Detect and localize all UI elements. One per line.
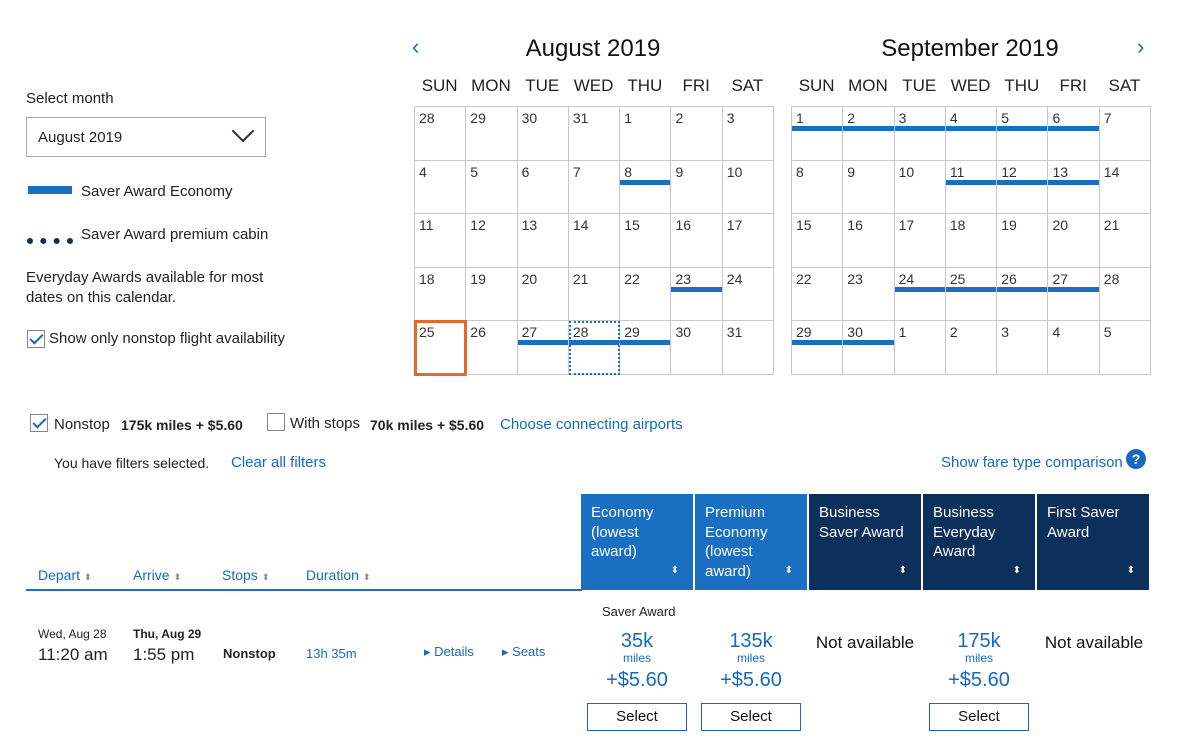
calendar-day[interactable] xyxy=(1100,268,1151,322)
calendar-day[interactable] xyxy=(569,214,620,268)
calendar-day[interactable] xyxy=(466,161,517,215)
day-number: 9 xyxy=(847,163,856,180)
calendar-day[interactable] xyxy=(723,268,774,322)
calendar-day[interactable] xyxy=(946,321,997,375)
triangle-right-icon: ▸ xyxy=(424,644,431,659)
day-number: 7 xyxy=(1103,110,1112,126)
weekday-label: SUN xyxy=(798,76,835,95)
day-number: 3 xyxy=(726,110,735,126)
day-number: 2 xyxy=(675,110,684,126)
nonstop-filter-checkbox[interactable] xyxy=(30,414,48,432)
saver-economy-bar xyxy=(569,340,619,345)
day-number: 3 xyxy=(1001,324,1009,340)
saver-economy-bar xyxy=(620,340,670,345)
calendar-day[interactable] xyxy=(895,107,946,161)
day-number: 12 xyxy=(1001,163,1017,180)
calendar-day[interactable] xyxy=(1048,107,1099,161)
seats-link[interactable]: ▸ Seats xyxy=(502,644,546,659)
day-number: 22 xyxy=(624,270,640,287)
calendar-day[interactable] xyxy=(895,161,946,215)
day-number: 3 xyxy=(898,110,907,126)
calendar-day[interactable] xyxy=(620,214,671,268)
saver-economy-bar xyxy=(997,287,1047,292)
day-number: 31 xyxy=(572,110,589,126)
calendar-grid-august xyxy=(414,106,774,375)
calendar-day[interactable] xyxy=(1100,321,1151,375)
premium-legend-swatch xyxy=(27,238,73,244)
calendar-day[interactable] xyxy=(620,321,671,375)
calendar-day[interactable] xyxy=(1048,321,1099,375)
day-number: 20 xyxy=(1052,217,1069,233)
sort-icon: ⬍ xyxy=(173,572,182,582)
calendar-day[interactable] xyxy=(1048,268,1099,322)
calendar-day[interactable] xyxy=(843,107,894,161)
depart-time: 11:20 am xyxy=(38,645,108,664)
calendar-day[interactable] xyxy=(1048,161,1099,215)
nonstop-only-label: Show only nonstop flight availability xyxy=(49,330,285,347)
with-stops-checkbox[interactable] xyxy=(267,413,285,431)
saver-economy-bar xyxy=(671,287,721,292)
day-number: 30 xyxy=(675,324,692,340)
day-number: 15 xyxy=(796,217,812,233)
calendar-day[interactable] xyxy=(843,161,894,215)
day-number: 29 xyxy=(470,110,486,126)
calendar-day[interactable] xyxy=(620,268,671,322)
weekday-label: WED xyxy=(950,76,991,95)
calendar-day[interactable] xyxy=(671,214,722,268)
sort-icon: ⬍ xyxy=(1126,564,1135,576)
day-number: 14 xyxy=(572,217,589,233)
first-saver-not-available: Not available xyxy=(1044,633,1144,652)
legend-premium-label: Saver Award premium cabin xyxy=(81,226,269,243)
day-number: 4 xyxy=(419,163,427,180)
economy-legend-swatch xyxy=(28,186,72,194)
day-number: 5 xyxy=(470,163,479,180)
day-number: 13 xyxy=(521,217,538,233)
calendar-day[interactable] xyxy=(620,107,671,161)
everyday-awards-note: Everyday Awards available for most dates on this calendar. xyxy=(26,269,264,306)
day-number: 31 xyxy=(726,324,743,340)
saver-economy-bar xyxy=(895,287,945,292)
clear-all-filters-link[interactable]: Clear all filters xyxy=(231,454,327,471)
saver-economy-bar xyxy=(792,340,842,345)
duration-value: 13h 35m xyxy=(306,646,357,661)
calendar-day[interactable] xyxy=(415,107,466,161)
calendar-day[interactable] xyxy=(415,161,466,215)
day-number: 17 xyxy=(898,217,915,233)
day-number: 23 xyxy=(675,270,692,287)
day-number: 15 xyxy=(624,217,640,233)
calendar-day[interactable] xyxy=(792,214,843,268)
day-number: 4 xyxy=(949,110,958,126)
calendar-day[interactable] xyxy=(466,214,517,268)
saver-economy-bar xyxy=(792,126,842,131)
legend-economy-label: Saver Award Economy xyxy=(81,183,233,200)
calendar-day[interactable] xyxy=(671,268,722,322)
calendar-day[interactable] xyxy=(997,161,1048,215)
nonstop-price: 175k miles + $5.60 xyxy=(121,417,243,433)
calendar-day[interactable] xyxy=(792,107,843,161)
day-number: 22 xyxy=(796,270,812,287)
arrive-date: Thu, Aug 29 xyxy=(133,627,202,641)
economy-price: 35k miles +$5.60 xyxy=(606,630,668,691)
day-number: 21 xyxy=(1103,217,1120,233)
day-number: 1 xyxy=(796,110,804,126)
help-icon[interactable]: ? xyxy=(1126,449,1146,469)
day-number: 6 xyxy=(521,163,530,180)
day-number: 29 xyxy=(624,324,640,340)
day-number: 24 xyxy=(898,270,915,287)
next-month-arrow-icon[interactable]: › xyxy=(1137,34,1145,59)
calendar-day[interactable] xyxy=(843,321,894,375)
saver-economy-bar xyxy=(997,180,1047,185)
day-number: 24 xyxy=(726,270,743,287)
day-number: 10 xyxy=(726,163,743,180)
select-business-everyday-button[interactable]: Select xyxy=(929,703,1029,731)
fare-header-economy[interactable]: Economy (lowest award) ⬍ xyxy=(581,494,693,590)
calendar-day[interactable] xyxy=(895,268,946,322)
weekday-label: FRI xyxy=(682,76,710,95)
calendar-day[interactable] xyxy=(723,214,774,268)
calendar-day[interactable] xyxy=(415,321,466,375)
saver-economy-bar xyxy=(843,126,893,131)
select-month-label: Select month xyxy=(26,90,114,107)
calendar-day[interactable] xyxy=(569,268,620,322)
day-number: 18 xyxy=(419,270,435,287)
day-number: 5 xyxy=(1001,110,1009,126)
day-number: 18 xyxy=(949,217,966,233)
calendar-day[interactable] xyxy=(997,107,1048,161)
calendar-day[interactable] xyxy=(1048,214,1099,268)
sort-icon: ⬍ xyxy=(670,564,679,576)
weekday-label: SUN xyxy=(421,76,458,95)
day-number: 28 xyxy=(572,324,589,340)
weekday-label: SAT xyxy=(1108,76,1141,95)
day-number: 2 xyxy=(949,324,958,340)
day-number: 26 xyxy=(1001,270,1017,287)
day-number: 20 xyxy=(521,270,538,287)
day-number: 11 xyxy=(949,163,965,180)
calendar-day[interactable] xyxy=(1100,214,1151,268)
business-saver-not-available: Not available xyxy=(815,633,915,652)
calendar-day[interactable] xyxy=(946,107,997,161)
business-everyday-price: 175k miles +$5.60 xyxy=(948,630,1010,691)
prev-month-arrow-icon[interactable]: ‹ xyxy=(412,34,420,59)
saver-economy-bar xyxy=(1048,126,1098,131)
choose-connecting-airports-link[interactable]: Choose connecting airports xyxy=(500,416,683,433)
fare-header-business-everyday[interactable]: Business Everyday Award ⬍ xyxy=(923,494,1035,590)
calendar-day[interactable] xyxy=(466,321,517,375)
sort-icon: ⬍ xyxy=(898,564,907,576)
fare-type-comparison-link[interactable]: Show fare type comparison xyxy=(941,454,1123,471)
calendar-day[interactable] xyxy=(1100,161,1151,215)
calendar-day[interactable] xyxy=(415,214,466,268)
day-number: 11 xyxy=(419,217,434,233)
calendar-day[interactable] xyxy=(792,268,843,322)
calendar-day[interactable] xyxy=(723,161,774,215)
sort-depart[interactable]: Depart ⬍ xyxy=(38,567,92,583)
saver-economy-bar xyxy=(1048,287,1098,292)
filters-selected-text: You have filters selected. xyxy=(54,455,210,471)
day-number: 19 xyxy=(470,270,486,287)
month-title-august: August 2019 xyxy=(525,35,661,62)
stops-value: Nonstop xyxy=(223,646,276,661)
calendar-day[interactable] xyxy=(671,107,722,161)
calendar-day[interactable] xyxy=(946,214,997,268)
day-number: 25 xyxy=(419,324,435,340)
calendar-day[interactable] xyxy=(895,214,946,268)
day-number: 27 xyxy=(521,324,538,340)
calendar-day[interactable] xyxy=(518,107,569,161)
table-header-divider xyxy=(26,589,582,591)
calendar-day[interactable] xyxy=(671,161,722,215)
day-number: 10 xyxy=(898,163,915,180)
day-number: 17 xyxy=(726,217,743,233)
sort-stops[interactable]: Stops ⬍ xyxy=(222,567,270,583)
day-number: 9 xyxy=(675,163,684,180)
saver-economy-bar xyxy=(843,340,893,345)
calendar-day[interactable] xyxy=(843,268,894,322)
sort-icon: ⬍ xyxy=(784,564,793,576)
select-premium-economy-button[interactable]: Select xyxy=(701,703,801,731)
day-number: 16 xyxy=(675,217,692,233)
triangle-right-icon: ▸ xyxy=(502,644,509,659)
day-number: 28 xyxy=(1103,270,1120,287)
sort-arrive[interactable]: Arrive ⬍ xyxy=(133,567,182,583)
weekday-label: TUE xyxy=(902,76,937,95)
day-number: 8 xyxy=(624,163,632,180)
calendar-grid-september xyxy=(791,106,1151,375)
depart-date: Wed, Aug 28 xyxy=(38,627,107,641)
day-number: 16 xyxy=(847,217,863,233)
with-stops-price: 70k miles + $5.60 xyxy=(370,417,485,433)
saver-economy-bar xyxy=(946,287,996,292)
calendar-day[interactable] xyxy=(569,107,620,161)
calendar-day[interactable] xyxy=(843,214,894,268)
saver-award-label: Saver Award xyxy=(602,604,676,619)
day-number: 30 xyxy=(847,324,863,340)
fare-header-business-saver[interactable]: Business Saver Award ⬍ xyxy=(809,494,921,590)
day-number: 8 xyxy=(796,163,804,180)
day-number: 29 xyxy=(796,324,812,340)
premium-economy-price: 135k miles +$5.60 xyxy=(720,630,782,691)
day-number: 26 xyxy=(470,324,486,340)
day-number: 13 xyxy=(1052,163,1069,180)
saver-economy-bar xyxy=(946,180,996,185)
day-number: 1 xyxy=(624,110,632,126)
weekday-header-september xyxy=(791,76,1150,96)
day-number: 19 xyxy=(1001,217,1017,233)
sort-duration[interactable]: Duration ⬍ xyxy=(306,567,371,583)
select-economy-button[interactable]: Select xyxy=(587,703,687,731)
calendar-day[interactable] xyxy=(997,214,1048,268)
day-number: 1 xyxy=(898,324,907,340)
with-stops-label: With stops xyxy=(290,415,361,432)
weekday-label: SAT xyxy=(731,76,764,95)
calendar-day[interactable] xyxy=(415,268,466,322)
day-number: 5 xyxy=(1103,324,1112,340)
day-number: 6 xyxy=(1052,110,1061,126)
weekday-label: FRI xyxy=(1059,76,1087,95)
nonstop-filter-label: Nonstop xyxy=(54,416,110,433)
day-number: 14 xyxy=(1103,163,1120,180)
sort-icon: ⬍ xyxy=(84,572,92,582)
sort-icon: ⬍ xyxy=(1012,564,1021,576)
arrive-time: 1:55 pm xyxy=(133,645,195,664)
saver-economy-bar xyxy=(946,126,996,131)
day-number: 7 xyxy=(572,163,581,180)
weekday-label: WED xyxy=(573,76,614,95)
day-number: 30 xyxy=(521,110,538,126)
sort-icon: ⬍ xyxy=(362,572,371,582)
month-select[interactable] xyxy=(26,117,266,157)
weekday-label: TUE xyxy=(525,76,560,95)
calendar-day[interactable] xyxy=(997,268,1048,322)
fare-header-first-saver[interactable]: First Saver Award ⬍ xyxy=(1037,494,1149,590)
calendar-day[interactable] xyxy=(895,321,946,375)
calendar-day[interactable] xyxy=(466,107,517,161)
day-number: 28 xyxy=(419,110,435,126)
saver-economy-bar xyxy=(518,340,568,345)
day-number: 12 xyxy=(470,217,486,233)
saver-economy-bar xyxy=(1048,180,1098,185)
day-number: 21 xyxy=(572,270,589,287)
saver-economy-bar xyxy=(997,126,1047,131)
weekday-label: MON xyxy=(471,76,511,95)
calendar-day[interactable] xyxy=(723,321,774,375)
chevron-down-icon xyxy=(232,120,255,143)
calendar-day[interactable] xyxy=(997,321,1048,375)
day-number: 4 xyxy=(1052,324,1061,340)
month-title-september: September 2019 xyxy=(881,35,1059,62)
weekday-header-august xyxy=(414,76,773,96)
day-number: 27 xyxy=(1052,270,1069,287)
calendar-day[interactable] xyxy=(1100,107,1151,161)
sort-icon: ⬍ xyxy=(261,572,270,582)
calendar-day[interactable] xyxy=(518,214,569,268)
saver-economy-bar xyxy=(620,180,670,185)
details-link[interactable]: ▸ Details xyxy=(424,644,474,659)
calendar-day[interactable] xyxy=(620,161,671,215)
calendar-day[interactable] xyxy=(792,161,843,215)
calendar-day[interactable] xyxy=(723,107,774,161)
calendar-day[interactable] xyxy=(518,161,569,215)
saver-economy-bar xyxy=(895,126,945,131)
weekday-label: THU xyxy=(1004,76,1040,95)
calendar-day[interactable] xyxy=(792,321,843,375)
day-number: 25 xyxy=(949,270,966,287)
day-number: 23 xyxy=(847,270,863,287)
weekday-label: THU xyxy=(627,76,663,95)
calendar-day[interactable] xyxy=(671,321,722,375)
calendar-day[interactable] xyxy=(466,268,517,322)
nonstop-only-checkbox[interactable] xyxy=(27,330,45,348)
calendar-day[interactable] xyxy=(569,161,620,215)
month-select-value: August 2019 xyxy=(38,129,123,146)
calendar-day[interactable] xyxy=(518,321,569,375)
calendar-day[interactable] xyxy=(518,268,569,322)
day-number: 2 xyxy=(847,110,856,126)
calendar-day[interactable] xyxy=(569,321,620,375)
calendar-day[interactable] xyxy=(946,268,997,322)
weekday-label: MON xyxy=(848,76,888,95)
calendar-day[interactable] xyxy=(946,161,997,215)
fare-header-premium-economy[interactable]: Premium Economy (lowest award) ⬍ xyxy=(695,494,807,590)
